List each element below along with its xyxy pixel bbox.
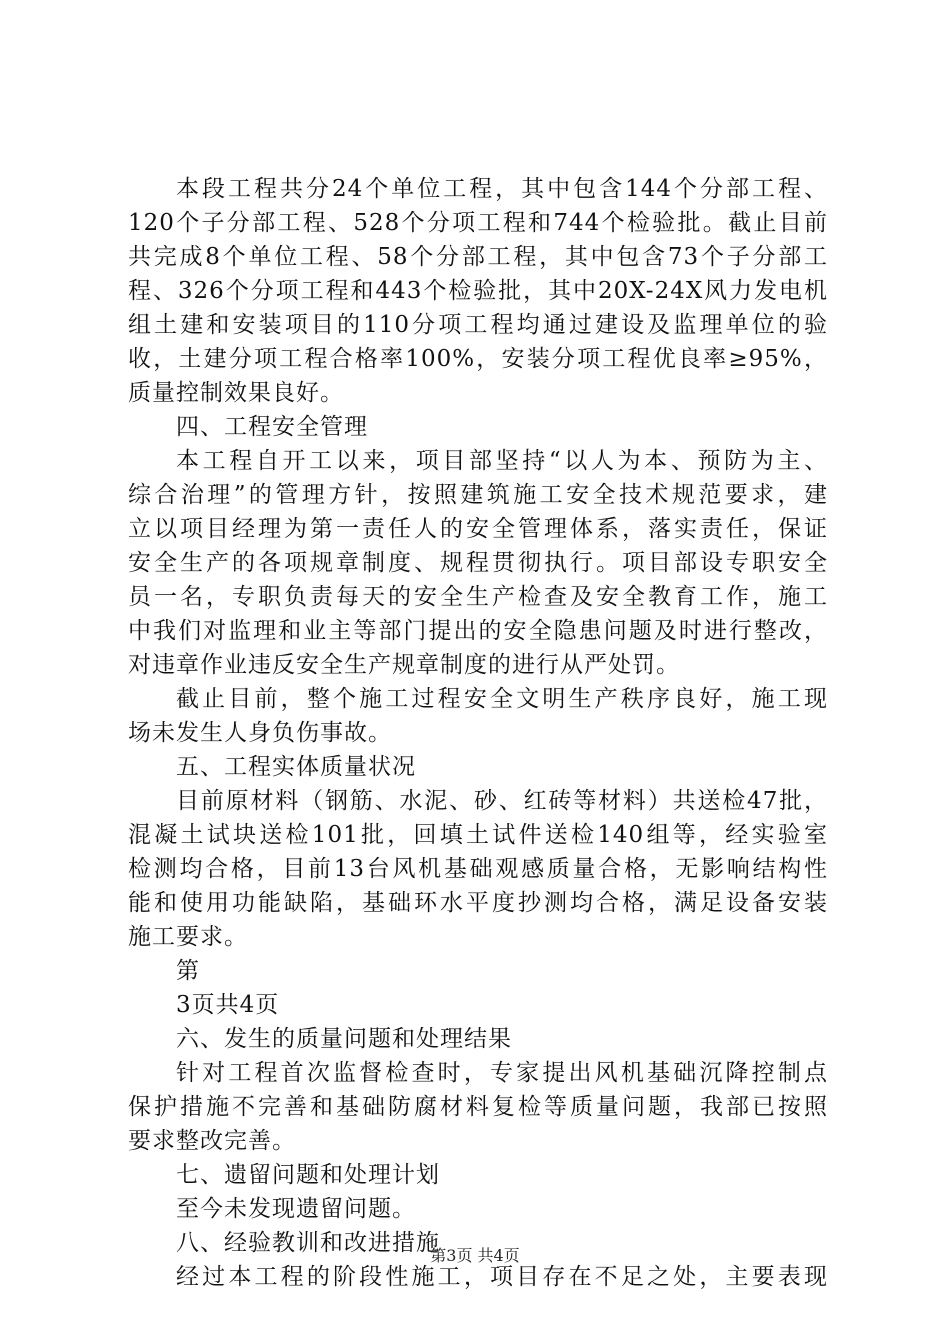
text-line: 员一名，专职负责每天的安全生产检查及安全教育工作，施工: [128, 584, 828, 610]
text-line: 四、工程安全管理: [176, 414, 368, 440]
text-line: 本段工程共分24个单位工程，其中包含144个分部工程、: [176, 176, 828, 202]
document-body: [128, 172, 828, 1294]
text-line: 八、经验教训和改进措施: [176, 1230, 440, 1256]
text-line: 检测均合格，目前13台风机基础观感质量合格，无影响结构性: [128, 856, 828, 882]
text-line: 第: [176, 958, 200, 984]
text-line: 七、遗留问题和处理计划: [176, 1162, 440, 1188]
text-line: 要求整改完善。: [128, 1128, 296, 1154]
text-line: 经过本工程的阶段性施工，项目存在不足之处，主要表现: [176, 1264, 828, 1290]
text-line: 对违章作业违反安全生产规章制度的进行从严处罚。: [128, 652, 680, 678]
text-line: 截止目前，整个施工过程安全文明生产秩序良好，施工现: [176, 686, 828, 712]
text-line: 本工程自开工以来，项目部坚持“以人为本、预防为主、: [176, 448, 828, 474]
text-line: 组土建和安装项目的110分项工程均通过建设及监理单位的验: [128, 312, 828, 338]
page-footer: 第3页 共4页: [430, 1246, 520, 1265]
text-line: 施工要求。: [128, 924, 248, 950]
text-line: 安全生产的各项规章制度、规程贯彻执行。项目部设专职安全: [128, 550, 828, 576]
text-line: 目前原材料（钢筋、水泥、砂、红砖等材料）共送检47批，: [176, 788, 828, 814]
text-line: 场未发生人身负伤事故。: [128, 720, 392, 746]
text-line: 120个子分部工程、528个分项工程和744个检验批。截止目前: [128, 210, 828, 236]
text-line: 共完成8个单位工程、58个分部工程，其中包含73个子分部工: [128, 244, 828, 270]
text-line: 六、发生的质量问题和处理结果: [176, 1026, 512, 1052]
text-line: 质量控制效果良好。: [128, 380, 344, 406]
text-line: 中我们对监理和业主等部门提出的安全隐患问题及时进行整改，: [128, 618, 828, 644]
text-line: 程、326个分项工程和443个检验批，其中20X-24X风力发电机: [128, 278, 828, 304]
text-line: 综合治理”的管理方针，按照建筑施工安全技术规范要求，建: [128, 482, 828, 508]
text-line: 针对工程首次监督检查时，专家提出风机基础沉降控制点: [176, 1060, 828, 1086]
text-line: 混凝土试块送检101批，回填土试件送检140组等，经实验室: [128, 822, 828, 848]
text-line: 立以项目经理为第一责任人的安全管理体系，落实责任，保证: [128, 516, 828, 542]
text-line: 保护措施不完善和基础防腐材料复检等质量问题，我部已按照: [128, 1094, 828, 1120]
text-line: 至今未发现遗留问题。: [176, 1196, 416, 1222]
text-line: 五、工程实体质量状况: [176, 754, 416, 780]
text-line: 收，土建分项工程合格率100%，安装分项工程优良率≥95%，: [128, 346, 828, 372]
text-line: 3页共4页: [176, 992, 280, 1018]
text-line: 能和使用功能缺陷，基础环水平度抄测均合格，满足设备安装: [128, 890, 828, 916]
